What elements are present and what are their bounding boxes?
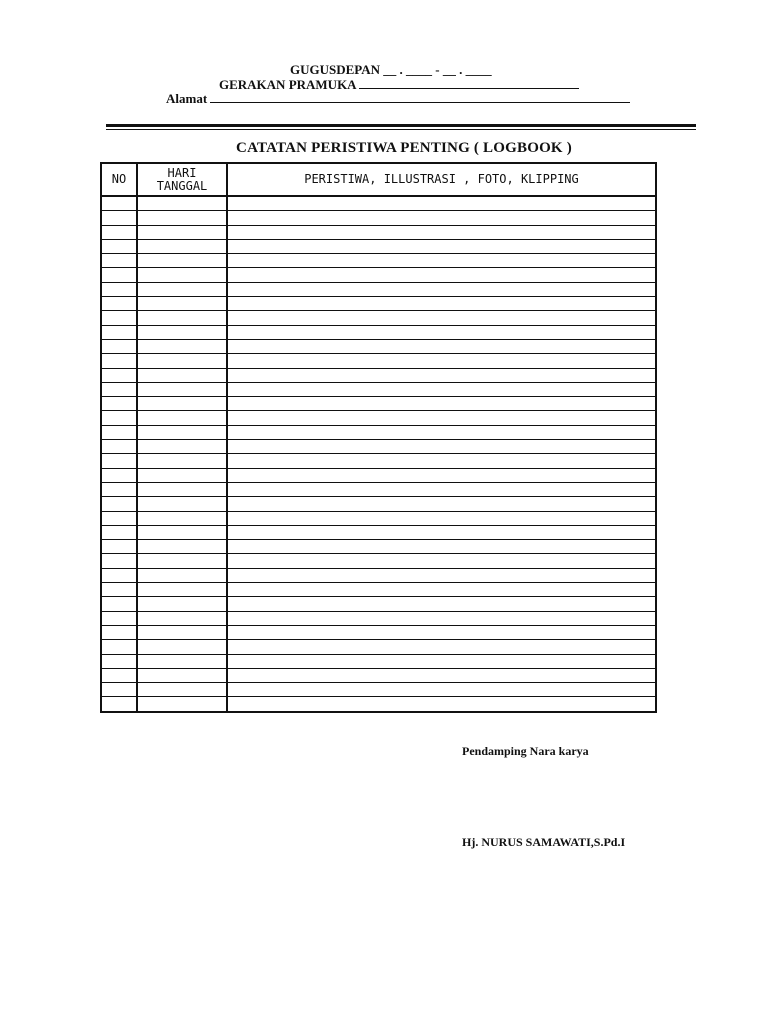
row-no-cell[interactable] bbox=[101, 611, 137, 625]
row-no-cell[interactable] bbox=[101, 597, 137, 611]
table-row bbox=[101, 611, 656, 625]
row-date-cell[interactable] bbox=[137, 382, 227, 396]
row-no-cell[interactable] bbox=[101, 325, 137, 339]
table-row bbox=[101, 540, 656, 554]
gerakan-pramuka-label: GERAKAN PRAMUKA bbox=[219, 77, 356, 92]
row-date-cell[interactable] bbox=[137, 625, 227, 639]
row-date-cell[interactable] bbox=[137, 297, 227, 311]
table-row bbox=[101, 697, 656, 712]
row-no-cell[interactable] bbox=[101, 554, 137, 568]
row-no-cell[interactable] bbox=[101, 525, 137, 539]
row-event-cell[interactable] bbox=[227, 325, 656, 339]
row-event-cell[interactable] bbox=[227, 654, 656, 668]
row-no-cell[interactable] bbox=[101, 254, 137, 268]
row-no-cell[interactable] bbox=[101, 196, 137, 211]
table-row bbox=[101, 683, 656, 697]
row-no-cell[interactable] bbox=[101, 468, 137, 482]
table-row bbox=[101, 525, 656, 539]
row-date-cell[interactable] bbox=[137, 397, 227, 411]
gugusdepan-label: GUGUSDEPAN bbox=[290, 62, 381, 77]
row-date-cell[interactable] bbox=[137, 196, 227, 211]
row-date-cell[interactable] bbox=[137, 254, 227, 268]
row-date-cell[interactable] bbox=[137, 325, 227, 339]
header-divider-thin bbox=[106, 129, 696, 130]
row-date-cell[interactable] bbox=[137, 368, 227, 382]
row-no-cell[interactable] bbox=[101, 568, 137, 582]
row-no-cell[interactable] bbox=[101, 297, 137, 311]
row-date-cell[interactable] bbox=[137, 468, 227, 482]
row-event-cell[interactable] bbox=[227, 497, 656, 511]
row-date-cell[interactable] bbox=[137, 525, 227, 539]
column-header-tanggal: TANGGAL bbox=[156, 178, 208, 193]
row-event-cell[interactable] bbox=[227, 525, 656, 539]
row-event-cell[interactable] bbox=[227, 683, 656, 697]
logbook-table bbox=[100, 162, 657, 713]
table-row bbox=[101, 583, 656, 597]
row-event-cell[interactable] bbox=[227, 211, 656, 225]
column-header-hari-tanggal bbox=[137, 163, 227, 196]
signature-name: Hj. NURUS SAMAWATI,S.Pd.I bbox=[462, 835, 626, 849]
row-no-cell[interactable] bbox=[101, 211, 137, 225]
column-header-peristiwa: PERISTIWA, ILLUSTRASI , FOTO, KLIPPING bbox=[227, 163, 656, 196]
row-date-cell[interactable] bbox=[137, 482, 227, 496]
row-date-cell[interactable] bbox=[137, 440, 227, 454]
row-date-cell[interactable] bbox=[137, 425, 227, 439]
row-date-cell[interactable] bbox=[137, 454, 227, 468]
row-date-cell[interactable] bbox=[137, 697, 227, 712]
alamat-label: Alamat bbox=[166, 91, 208, 106]
table-row bbox=[101, 654, 656, 668]
table-row bbox=[101, 497, 656, 511]
table-row bbox=[101, 268, 656, 282]
alamat-line bbox=[166, 90, 630, 107]
header-divider-thick bbox=[106, 124, 696, 127]
row-date-cell[interactable] bbox=[137, 282, 227, 296]
row-event-cell[interactable] bbox=[227, 339, 656, 353]
row-date-cell[interactable] bbox=[137, 611, 227, 625]
row-no-cell[interactable] bbox=[101, 511, 137, 525]
table-row bbox=[101, 325, 656, 339]
table-row bbox=[101, 254, 656, 268]
row-event-cell[interactable] bbox=[227, 297, 656, 311]
table-row bbox=[101, 382, 656, 396]
row-event-cell[interactable] bbox=[227, 540, 656, 554]
row-no-cell[interactable] bbox=[101, 683, 137, 697]
row-date-cell[interactable] bbox=[137, 583, 227, 597]
gerakan-pramuka-blank[interactable] bbox=[359, 76, 579, 89]
row-no-cell[interactable] bbox=[101, 282, 137, 296]
row-event-cell[interactable] bbox=[227, 425, 656, 439]
row-event-cell[interactable] bbox=[227, 225, 656, 239]
row-no-cell[interactable] bbox=[101, 425, 137, 439]
row-no-cell[interactable] bbox=[101, 654, 137, 668]
row-event-cell[interactable] bbox=[227, 282, 656, 296]
table-header-row bbox=[101, 163, 656, 196]
row-event-cell[interactable] bbox=[227, 597, 656, 611]
row-date-cell[interactable] bbox=[137, 511, 227, 525]
row-no-cell[interactable] bbox=[101, 239, 137, 253]
table-row bbox=[101, 196, 656, 211]
row-no-cell[interactable] bbox=[101, 583, 137, 597]
row-date-cell[interactable] bbox=[137, 211, 227, 225]
row-no-cell[interactable] bbox=[101, 497, 137, 511]
column-header-hari: HARI bbox=[167, 165, 197, 180]
table-row bbox=[101, 397, 656, 411]
row-no-cell[interactable] bbox=[101, 311, 137, 325]
row-event-cell[interactable] bbox=[227, 554, 656, 568]
row-date-cell[interactable] bbox=[137, 225, 227, 239]
row-date-cell[interactable] bbox=[137, 683, 227, 697]
table-row bbox=[101, 454, 656, 468]
row-date-cell[interactable] bbox=[137, 268, 227, 282]
row-date-cell[interactable] bbox=[137, 411, 227, 425]
table-row bbox=[101, 597, 656, 611]
table-row bbox=[101, 339, 656, 353]
table-row bbox=[101, 311, 656, 325]
table-row bbox=[101, 297, 656, 311]
table-row bbox=[101, 440, 656, 454]
alamat-blank[interactable] bbox=[210, 90, 630, 103]
row-date-cell[interactable] bbox=[137, 339, 227, 353]
row-no-cell[interactable] bbox=[101, 339, 137, 353]
logbook-body bbox=[101, 196, 656, 712]
table-row bbox=[101, 411, 656, 425]
document-title: CATATAN PERISTIWA PENTING ( LOGBOOK ) bbox=[236, 140, 572, 156]
row-event-cell[interactable] bbox=[227, 697, 656, 712]
row-event-cell[interactable] bbox=[227, 354, 656, 368]
table-row bbox=[101, 354, 656, 368]
row-date-cell[interactable] bbox=[137, 554, 227, 568]
row-event-cell[interactable] bbox=[227, 239, 656, 253]
row-event-cell[interactable] bbox=[227, 382, 656, 396]
row-no-cell[interactable] bbox=[101, 440, 137, 454]
row-event-cell[interactable] bbox=[227, 254, 656, 268]
row-date-cell[interactable] bbox=[137, 311, 227, 325]
column-header-no: NO bbox=[101, 163, 137, 196]
row-no-cell[interactable] bbox=[101, 397, 137, 411]
table-row bbox=[101, 625, 656, 639]
row-event-cell[interactable] bbox=[227, 511, 656, 525]
row-event-cell[interactable] bbox=[227, 411, 656, 425]
row-date-cell[interactable] bbox=[137, 568, 227, 582]
table-row bbox=[101, 640, 656, 654]
row-date-cell[interactable] bbox=[137, 668, 227, 682]
table-row bbox=[101, 482, 656, 496]
row-event-cell[interactable] bbox=[227, 668, 656, 682]
row-no-cell[interactable] bbox=[101, 268, 137, 282]
row-no-cell[interactable] bbox=[101, 354, 137, 368]
row-event-cell[interactable] bbox=[227, 311, 656, 325]
table-row bbox=[101, 282, 656, 296]
row-event-cell[interactable] bbox=[227, 583, 656, 597]
table-row bbox=[101, 225, 656, 239]
row-no-cell[interactable] bbox=[101, 697, 137, 712]
row-date-cell[interactable] bbox=[137, 354, 227, 368]
row-no-cell[interactable] bbox=[101, 225, 137, 239]
row-no-cell[interactable] bbox=[101, 640, 137, 654]
row-no-cell[interactable] bbox=[101, 411, 137, 425]
table-row bbox=[101, 568, 656, 582]
row-date-cell[interactable] bbox=[137, 654, 227, 668]
table-row bbox=[101, 425, 656, 439]
table-row bbox=[101, 468, 656, 482]
row-no-cell[interactable] bbox=[101, 368, 137, 382]
table-row bbox=[101, 368, 656, 382]
table-row bbox=[101, 554, 656, 568]
row-no-cell[interactable] bbox=[101, 382, 137, 396]
row-event-cell[interactable] bbox=[227, 368, 656, 382]
signature-role: Pendamping Nara karya bbox=[462, 744, 589, 758]
row-date-cell[interactable] bbox=[137, 497, 227, 511]
row-event-cell[interactable] bbox=[227, 397, 656, 411]
row-event-cell[interactable] bbox=[227, 440, 656, 454]
row-no-cell[interactable] bbox=[101, 482, 137, 496]
row-event-cell[interactable] bbox=[227, 196, 656, 211]
table-row bbox=[101, 211, 656, 225]
row-date-cell[interactable] bbox=[137, 640, 227, 654]
row-event-cell[interactable] bbox=[227, 640, 656, 654]
gugusdepan-number-blank[interactable]: __ . ____ - __ . ____ bbox=[383, 62, 492, 77]
row-event-cell[interactable] bbox=[227, 625, 656, 639]
row-event-cell[interactable] bbox=[227, 568, 656, 582]
row-event-cell[interactable] bbox=[227, 454, 656, 468]
row-no-cell[interactable] bbox=[101, 668, 137, 682]
row-event-cell[interactable] bbox=[227, 268, 656, 282]
row-date-cell[interactable] bbox=[137, 239, 227, 253]
table-row bbox=[101, 668, 656, 682]
row-event-cell[interactable] bbox=[227, 468, 656, 482]
row-no-cell[interactable] bbox=[101, 454, 137, 468]
table-row bbox=[101, 511, 656, 525]
row-event-cell[interactable] bbox=[227, 482, 656, 496]
row-no-cell[interactable] bbox=[101, 625, 137, 639]
row-event-cell[interactable] bbox=[227, 611, 656, 625]
row-date-cell[interactable] bbox=[137, 540, 227, 554]
table-row bbox=[101, 239, 656, 253]
row-no-cell[interactable] bbox=[101, 540, 137, 554]
row-date-cell[interactable] bbox=[137, 597, 227, 611]
